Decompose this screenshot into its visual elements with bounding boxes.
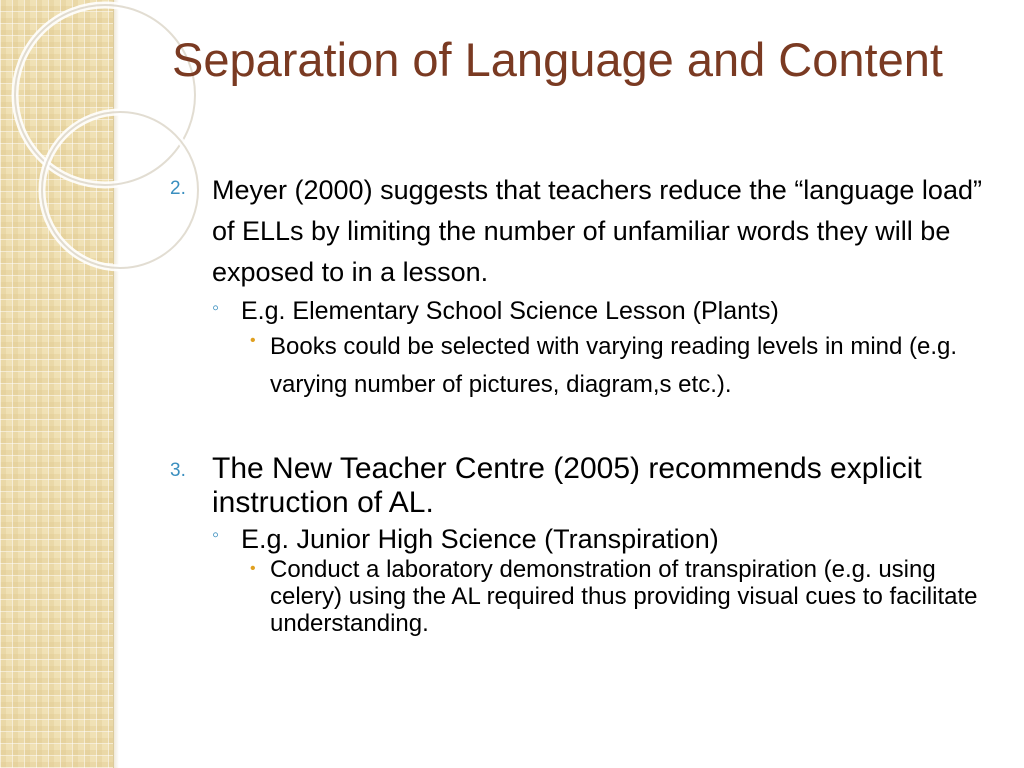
sub-bullet xyxy=(212,295,1000,328)
item-number: 2. xyxy=(170,178,186,199)
circle-bullet-icon: ◦ xyxy=(212,524,220,546)
slide-content xyxy=(170,170,1000,637)
dot-bullet-icon: • xyxy=(250,332,256,349)
detail-bullet-text: Books could be selected with varying reading levels in mind (e.g. varying number of pictures, diagram,s etc.). xyxy=(270,333,958,398)
detail-bullet xyxy=(250,328,1000,404)
item-text: Meyer (2000) suggests that teachers reduce the “language load” of ELLs by limiting the number of unfamiliar words they will be exposed to in a lesson. xyxy=(212,175,982,287)
item-number: 3. xyxy=(170,460,186,481)
sub-bullet-text: E.g. Junior High Science (Transpiration) xyxy=(241,524,719,554)
sub-bullet xyxy=(212,522,1000,556)
numbered-item xyxy=(170,452,1000,520)
sidebar-shadow xyxy=(113,0,119,768)
decorative-sidebar xyxy=(0,0,114,768)
dot-bullet-icon: • xyxy=(250,560,256,577)
slide-title: Separation of Language and Content xyxy=(172,33,943,86)
item-text: The New Teacher Centre (2005) recommends explicit instruction of AL. xyxy=(212,452,922,519)
point-3 xyxy=(170,452,1000,637)
point-2 xyxy=(170,170,1000,404)
sub-bullet-text: E.g. Elementary School Science Lesson (Plants) xyxy=(241,297,779,325)
detail-bullet xyxy=(250,556,1000,637)
numbered-item xyxy=(170,170,1000,293)
detail-bullet-text: Conduct a laboratory demonstration of transpiration (e.g. using celery) using the AL required thus providing visual cues to facilitate understanding. xyxy=(270,556,978,637)
circle-bullet-icon: ◦ xyxy=(212,297,220,319)
